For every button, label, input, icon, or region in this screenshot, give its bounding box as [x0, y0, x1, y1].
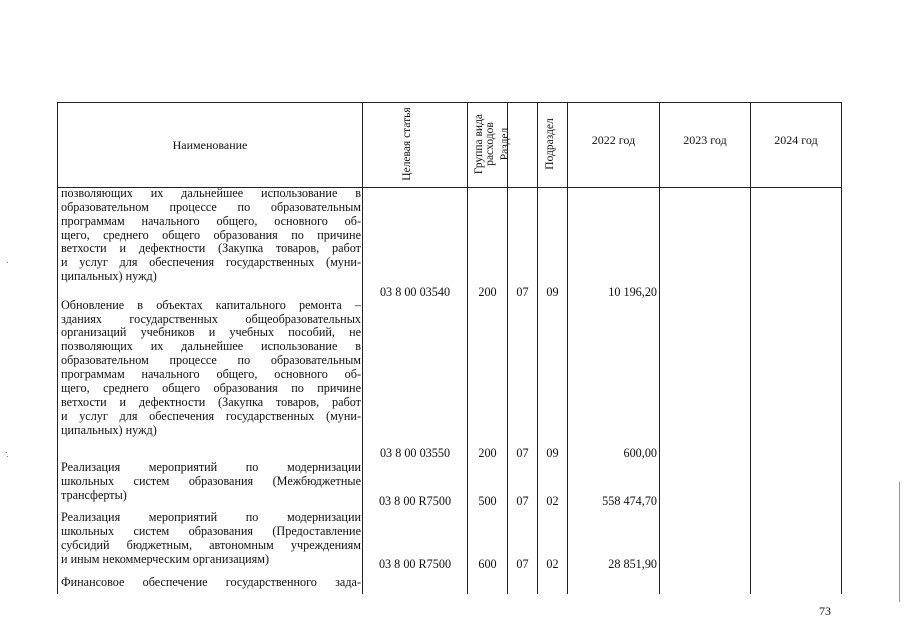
header-subsection: Подраздел	[544, 118, 556, 170]
row4-name-line: Реализация мероприятий по модернизации	[61, 510, 361, 524]
row3-section: 07	[516, 494, 529, 508]
col-line-3	[507, 102, 508, 594]
row1-name-line: ветхости и дефектности (Закупка товаров, работ	[61, 241, 361, 255]
col-line-8	[841, 102, 842, 594]
col-line-5	[567, 102, 568, 594]
scan-mark-left	[7, 456, 8, 457]
row4-name-line: школьных систем образования (Предоставление	[61, 524, 361, 538]
row3-name-line: школьных систем образования (Межбюджетные	[61, 474, 361, 488]
row2-name-line: ципальных) нужд)	[61, 423, 157, 437]
row2-section: 07	[516, 446, 529, 460]
header-expense-group: Группа вида расходов	[473, 113, 496, 175]
row4-subsection: 02	[546, 557, 559, 571]
col-line-4	[537, 102, 538, 594]
col-line-7	[750, 102, 751, 594]
row2-name-line: ветхости и дефектности (Закупка товаров, работ	[61, 395, 361, 409]
col-line-6	[659, 102, 660, 594]
row1-section: 07	[516, 285, 529, 299]
row3-name-line: Реализация мероприятий по модернизации	[61, 460, 361, 474]
row3-group: 500	[478, 494, 497, 508]
scan-mark-left	[7, 262, 8, 263]
col-line-2	[467, 102, 468, 594]
row2-group: 200	[478, 446, 497, 460]
row2-subsection: 09	[546, 446, 559, 460]
row3-code: 03 8 00 R7500	[378, 494, 452, 508]
row2-name-line: программам начального общего, основного об-	[61, 367, 361, 381]
row4-code: 03 8 00 R7500	[378, 557, 452, 571]
row4-group: 600	[478, 557, 497, 571]
row1-subsection: 09	[546, 285, 559, 299]
row2-name-line: Обновление в объектах капитального ремонта –	[61, 298, 361, 312]
header-section: Раздел	[499, 127, 511, 161]
page-number: 73	[819, 604, 831, 618]
row2-name-line: организаций учебников и учебных пособий, не	[61, 325, 361, 339]
row1-name-line: щего, среднего общего образования по причине	[61, 228, 361, 242]
header-2022: 2022 год	[591, 132, 636, 147]
row1-name-line: образовательном процессе по образовательным	[61, 200, 361, 214]
scan-edge-right	[899, 482, 900, 602]
row3-name-line: трансферты)	[61, 488, 127, 502]
row4-name-line: и иным некоммерческим организациям)	[61, 552, 270, 566]
row1-name-line: ципальных) нужд)	[61, 269, 157, 283]
row1-name-line: позволяющих их дальнейшее использование в	[61, 186, 361, 200]
row2-2022: 600,00	[623, 446, 657, 460]
row1-name-line: программам начального общего, основного об-	[61, 214, 361, 228]
row3-subsection: 02	[546, 494, 559, 508]
row2-name-line: образовательном процессе по образовательным	[61, 353, 361, 367]
row2-name-line: позволяющих их дальнейшее использование в	[61, 339, 361, 353]
scan-mark-left	[6, 452, 7, 453]
col-line-1	[362, 102, 363, 594]
row2-name-line: и услуг для обеспечения государственных (муни-	[61, 409, 361, 423]
row4-section: 07	[516, 557, 529, 571]
header-2023: 2023 год	[683, 132, 727, 147]
header-name: Наименование	[172, 137, 248, 152]
row2-code: 03 8 00 03550	[379, 446, 451, 460]
row2-name-line: зданиях государственных общеобразовательных	[61, 312, 361, 326]
row4-2022: 28 851,90	[608, 557, 657, 571]
row5-name-line: Финансовое обеспечение государственного зада-	[61, 575, 361, 589]
row1-2022: 10 196,20	[608, 285, 657, 299]
row2-name-line: щего, среднего общего образования по причине	[61, 381, 361, 395]
header-2024: 2024 год	[774, 132, 818, 147]
row3-2022: 558 474,70	[602, 494, 657, 508]
header-target-article: Целевая статья	[401, 107, 413, 181]
row1-group: 200	[478, 285, 497, 299]
row1-code: 03 8 00 03540	[379, 285, 451, 299]
row4-name-line: субсидий бюджетным, автономным учреждениям	[61, 538, 361, 552]
row1-name-line: и услуг для обеспечения государственных (муни-	[61, 255, 361, 269]
